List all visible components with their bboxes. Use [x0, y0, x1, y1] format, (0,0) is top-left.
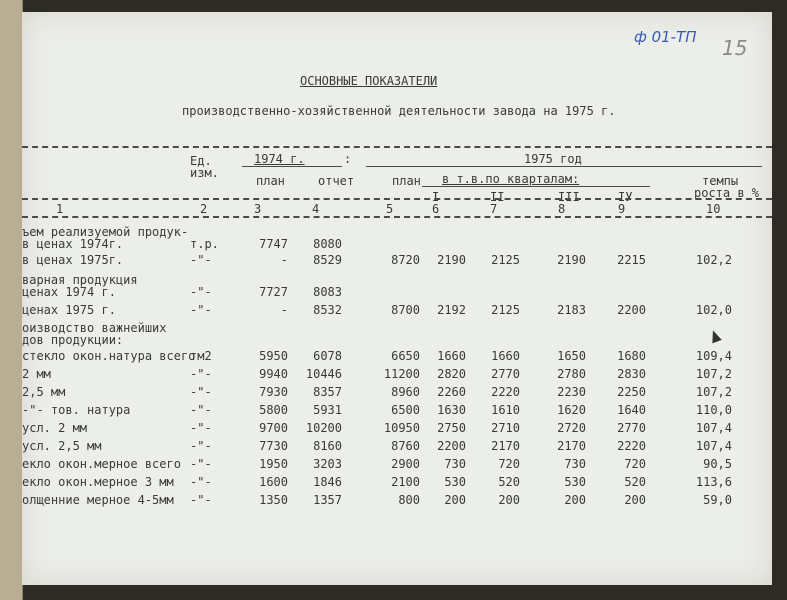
header-growth-line1: темпы: [702, 174, 739, 188]
header-growth-line2: роста в %: [694, 186, 760, 200]
cell-report-1974: 8532: [313, 303, 342, 317]
colnum-10: 10: [706, 202, 721, 216]
colnum-9: 9: [618, 202, 626, 216]
table-row: [22, 366, 772, 382]
cell-plan-1974: 5800: [259, 403, 288, 417]
table-row: [22, 420, 772, 436]
cell-q1: 2260: [437, 385, 466, 399]
divider-header-top: [22, 198, 772, 200]
row-label: ценах 1974 г.: [22, 285, 116, 299]
cell-q3: 2190: [557, 253, 586, 267]
header-q1: I: [432, 190, 440, 204]
row-label: ценах 1975 г.: [22, 303, 116, 317]
cell-growth: 109,4: [695, 349, 732, 363]
row-label: 2,5 мм: [22, 385, 66, 399]
cell-q4: 1640: [617, 403, 646, 417]
table-row: [22, 284, 772, 300]
header-by-quarters: в т.в.по кварталам:: [442, 172, 580, 186]
cell-report-1974: 1357: [313, 493, 342, 507]
cell-plan-1975: 800: [398, 493, 420, 507]
cell-plan-1974: 7747: [259, 237, 288, 251]
table-row: [22, 402, 772, 418]
cell-plan-1975: 2100: [391, 475, 420, 489]
cell-report-1974: 6078: [313, 349, 342, 363]
header-plan-1974: план: [256, 174, 285, 188]
row-unit: -"-: [190, 403, 212, 417]
header-colon: :: [344, 152, 352, 166]
row-unit: -"-: [190, 285, 212, 299]
cell-plan-1974: 1950: [259, 457, 288, 471]
cell-report-1974: 1846: [313, 475, 342, 489]
cell-plan-1975: 10950: [383, 421, 420, 435]
cell-q4: 1680: [617, 349, 646, 363]
row-unit: -"-: [190, 303, 212, 317]
cell-growth: 107,2: [695, 367, 732, 381]
cell-growth: 102,0: [695, 303, 732, 317]
cell-q3: 730: [564, 457, 586, 471]
cell-q2: 1660: [491, 349, 520, 363]
cell-q3: 530: [564, 475, 586, 489]
row-label: оизводство важнейших: [22, 321, 167, 335]
handwritten-page-number: 15: [722, 36, 748, 60]
cell-q4: 2250: [617, 385, 646, 399]
row-label: олщенние мерное 4-5мм: [22, 493, 174, 507]
row-unit: -"-: [190, 421, 212, 435]
cell-q2: 2220: [491, 385, 520, 399]
header-plan-1975: план: [392, 174, 421, 188]
cell-plan-1974: -: [280, 253, 288, 267]
handwritten-form-code: ф 01-ТП: [634, 28, 697, 46]
cell-report-1974: 8083: [313, 285, 342, 299]
cell-q1: 530: [444, 475, 466, 489]
cell-q1: 2192: [437, 303, 466, 317]
cell-plan-1975: 8700: [391, 303, 420, 317]
divider-header-bottom: [22, 216, 772, 218]
row-unit: -"-: [190, 457, 212, 471]
divider-top: [22, 146, 772, 148]
cell-report-1974: 8357: [313, 385, 342, 399]
row-unit: -"-: [190, 253, 212, 267]
row-label: варная продукция: [22, 273, 138, 287]
row-unit: тм2: [190, 349, 212, 363]
header-q4: IУ: [618, 190, 633, 204]
cell-q4: 2215: [617, 253, 646, 267]
cell-plan-1974: 1350: [259, 493, 288, 507]
row-unit: т.р.: [190, 237, 219, 251]
cell-growth: 90,5: [703, 457, 732, 471]
cell-growth: 107,4: [695, 421, 732, 435]
table-row: [22, 302, 772, 318]
cell-q4: 2770: [617, 421, 646, 435]
row-unit: -"-: [190, 385, 212, 399]
cell-plan-1975: 2900: [391, 457, 420, 471]
row-label: -"- тов. натура: [22, 403, 131, 417]
cell-report-1974: 8160: [313, 439, 342, 453]
header-year-1975: 1975 год: [524, 152, 582, 166]
header-q2: II: [490, 190, 505, 204]
cell-plan-1975: 8720: [391, 253, 420, 267]
table-row: [22, 492, 772, 508]
cell-q2: 2710: [491, 421, 520, 435]
colnum-7: 7: [490, 202, 498, 216]
cell-q2: 1610: [491, 403, 520, 417]
cell-q2: 2170: [491, 439, 520, 453]
row-label: в ценах 1974г.: [22, 237, 124, 251]
cell-q3: 2230: [557, 385, 586, 399]
header-unit-line2: изм.: [190, 166, 219, 180]
cell-plan-1975: 8960: [391, 385, 420, 399]
cell-plan-1974: 9700: [259, 421, 288, 435]
row-unit: -"-: [190, 367, 212, 381]
cell-q2: 520: [498, 475, 520, 489]
row-unit: -"-: [190, 475, 212, 489]
cell-q1: 2820: [437, 367, 466, 381]
cell-q3: 2170: [557, 439, 586, 453]
row-label: екло окон.мерное 3 мм: [22, 475, 174, 489]
cell-q1: 2750: [437, 421, 466, 435]
cell-plan-1975: 11200: [383, 367, 420, 381]
cell-q1: 1660: [437, 349, 466, 363]
cell-q4: 2220: [617, 439, 646, 453]
header-rule-quarters: [422, 186, 650, 187]
row-unit: -"-: [190, 439, 212, 453]
cell-q1: 2190: [437, 253, 466, 267]
row-label: в ценах 1975г.: [22, 253, 124, 267]
cell-plan-1975: 8760: [391, 439, 420, 453]
row-label: усл. 2 мм: [22, 421, 88, 435]
cell-q2: 720: [498, 457, 520, 471]
document-title: ОСНОВНЫЕ ПОКАЗАТЕЛИ: [300, 74, 438, 88]
table-row: [22, 456, 772, 472]
table-row: [22, 438, 772, 454]
cell-q1: 730: [444, 457, 466, 471]
row-unit: -"-: [190, 493, 212, 507]
cell-growth: 102,2: [695, 253, 732, 267]
cell-plan-1974: 7730: [259, 439, 288, 453]
binder-edge: [0, 0, 23, 600]
row-label: дов продукции:: [22, 333, 124, 347]
cell-plan-1974: -: [280, 303, 288, 317]
cell-report-1974: 10446: [305, 367, 342, 381]
cell-q3: 2183: [557, 303, 586, 317]
cell-plan-1974: 7727: [259, 285, 288, 299]
table-row: [22, 384, 772, 400]
cell-q4: 520: [624, 475, 646, 489]
cell-growth: 107,2: [695, 385, 732, 399]
header-rule-1974: [242, 166, 342, 167]
colnum-4: 4: [312, 202, 320, 216]
document-page: [22, 12, 772, 585]
header-q3: III: [558, 190, 580, 204]
colnum-8: 8: [558, 202, 566, 216]
cell-plan-1975: 6650: [391, 349, 420, 363]
cell-q1: 2200: [437, 439, 466, 453]
header-unit-line1: Ед.: [190, 154, 212, 168]
cell-q3: 1620: [557, 403, 586, 417]
table-row: [22, 252, 772, 268]
table-row: [22, 348, 772, 364]
colnum-1: 1: [56, 202, 64, 216]
cell-growth: 59,0: [703, 493, 732, 507]
cell-plan-1974: 5950: [259, 349, 288, 363]
cell-plan-1974: 1600: [259, 475, 288, 489]
row-label: ъем реализуемой продук-: [22, 225, 189, 239]
cell-plan-1974: 9940: [259, 367, 288, 381]
cell-report-1974: 3203: [313, 457, 342, 471]
cell-q3: 1650: [557, 349, 586, 363]
colnum-5: 5: [386, 202, 394, 216]
row-label: 2 мм: [22, 367, 51, 381]
table-row: [22, 474, 772, 490]
cell-q3: 200: [564, 493, 586, 507]
header-rule-1975: [366, 166, 762, 167]
colnum-2: 2: [200, 202, 208, 216]
row-label: екло окон.мерное всего: [22, 457, 181, 471]
cell-growth: 107,4: [695, 439, 732, 453]
table-row: [22, 236, 772, 252]
cell-q1: 200: [444, 493, 466, 507]
header-year-1974: 1974 г.: [254, 152, 305, 166]
cell-q2: 200: [498, 493, 520, 507]
row-label: стекло окон.натура всего: [22, 349, 196, 363]
cell-report-1974: 5931: [313, 403, 342, 417]
cell-plan-1975: 6500: [391, 403, 420, 417]
cell-growth: 113,6: [695, 475, 732, 489]
colnum-6: 6: [432, 202, 440, 216]
cell-q4: 2830: [617, 367, 646, 381]
cell-q2: 2770: [491, 367, 520, 381]
cell-report-1974: 8080: [313, 237, 342, 251]
cell-plan-1974: 7930: [259, 385, 288, 399]
cell-q1: 1630: [437, 403, 466, 417]
cell-report-1974: 8529: [313, 253, 342, 267]
header-report-1974: отчет: [318, 174, 355, 188]
cell-q2: 2125: [491, 253, 520, 267]
row-label: усл. 2,5 мм: [22, 439, 102, 453]
cell-q3: 2780: [557, 367, 586, 381]
document-subtitle: производственно-хозяйственной деятельности завода на 1975 г.: [182, 104, 616, 118]
cell-report-1974: 10200: [305, 421, 342, 435]
cell-q4: 720: [624, 457, 646, 471]
cell-q2: 2125: [491, 303, 520, 317]
cell-growth: 110,0: [695, 403, 732, 417]
table-row: [22, 332, 772, 348]
cell-q4: 200: [624, 493, 646, 507]
colnum-3: 3: [254, 202, 262, 216]
cell-q4: 2200: [617, 303, 646, 317]
cell-q3: 2720: [557, 421, 586, 435]
